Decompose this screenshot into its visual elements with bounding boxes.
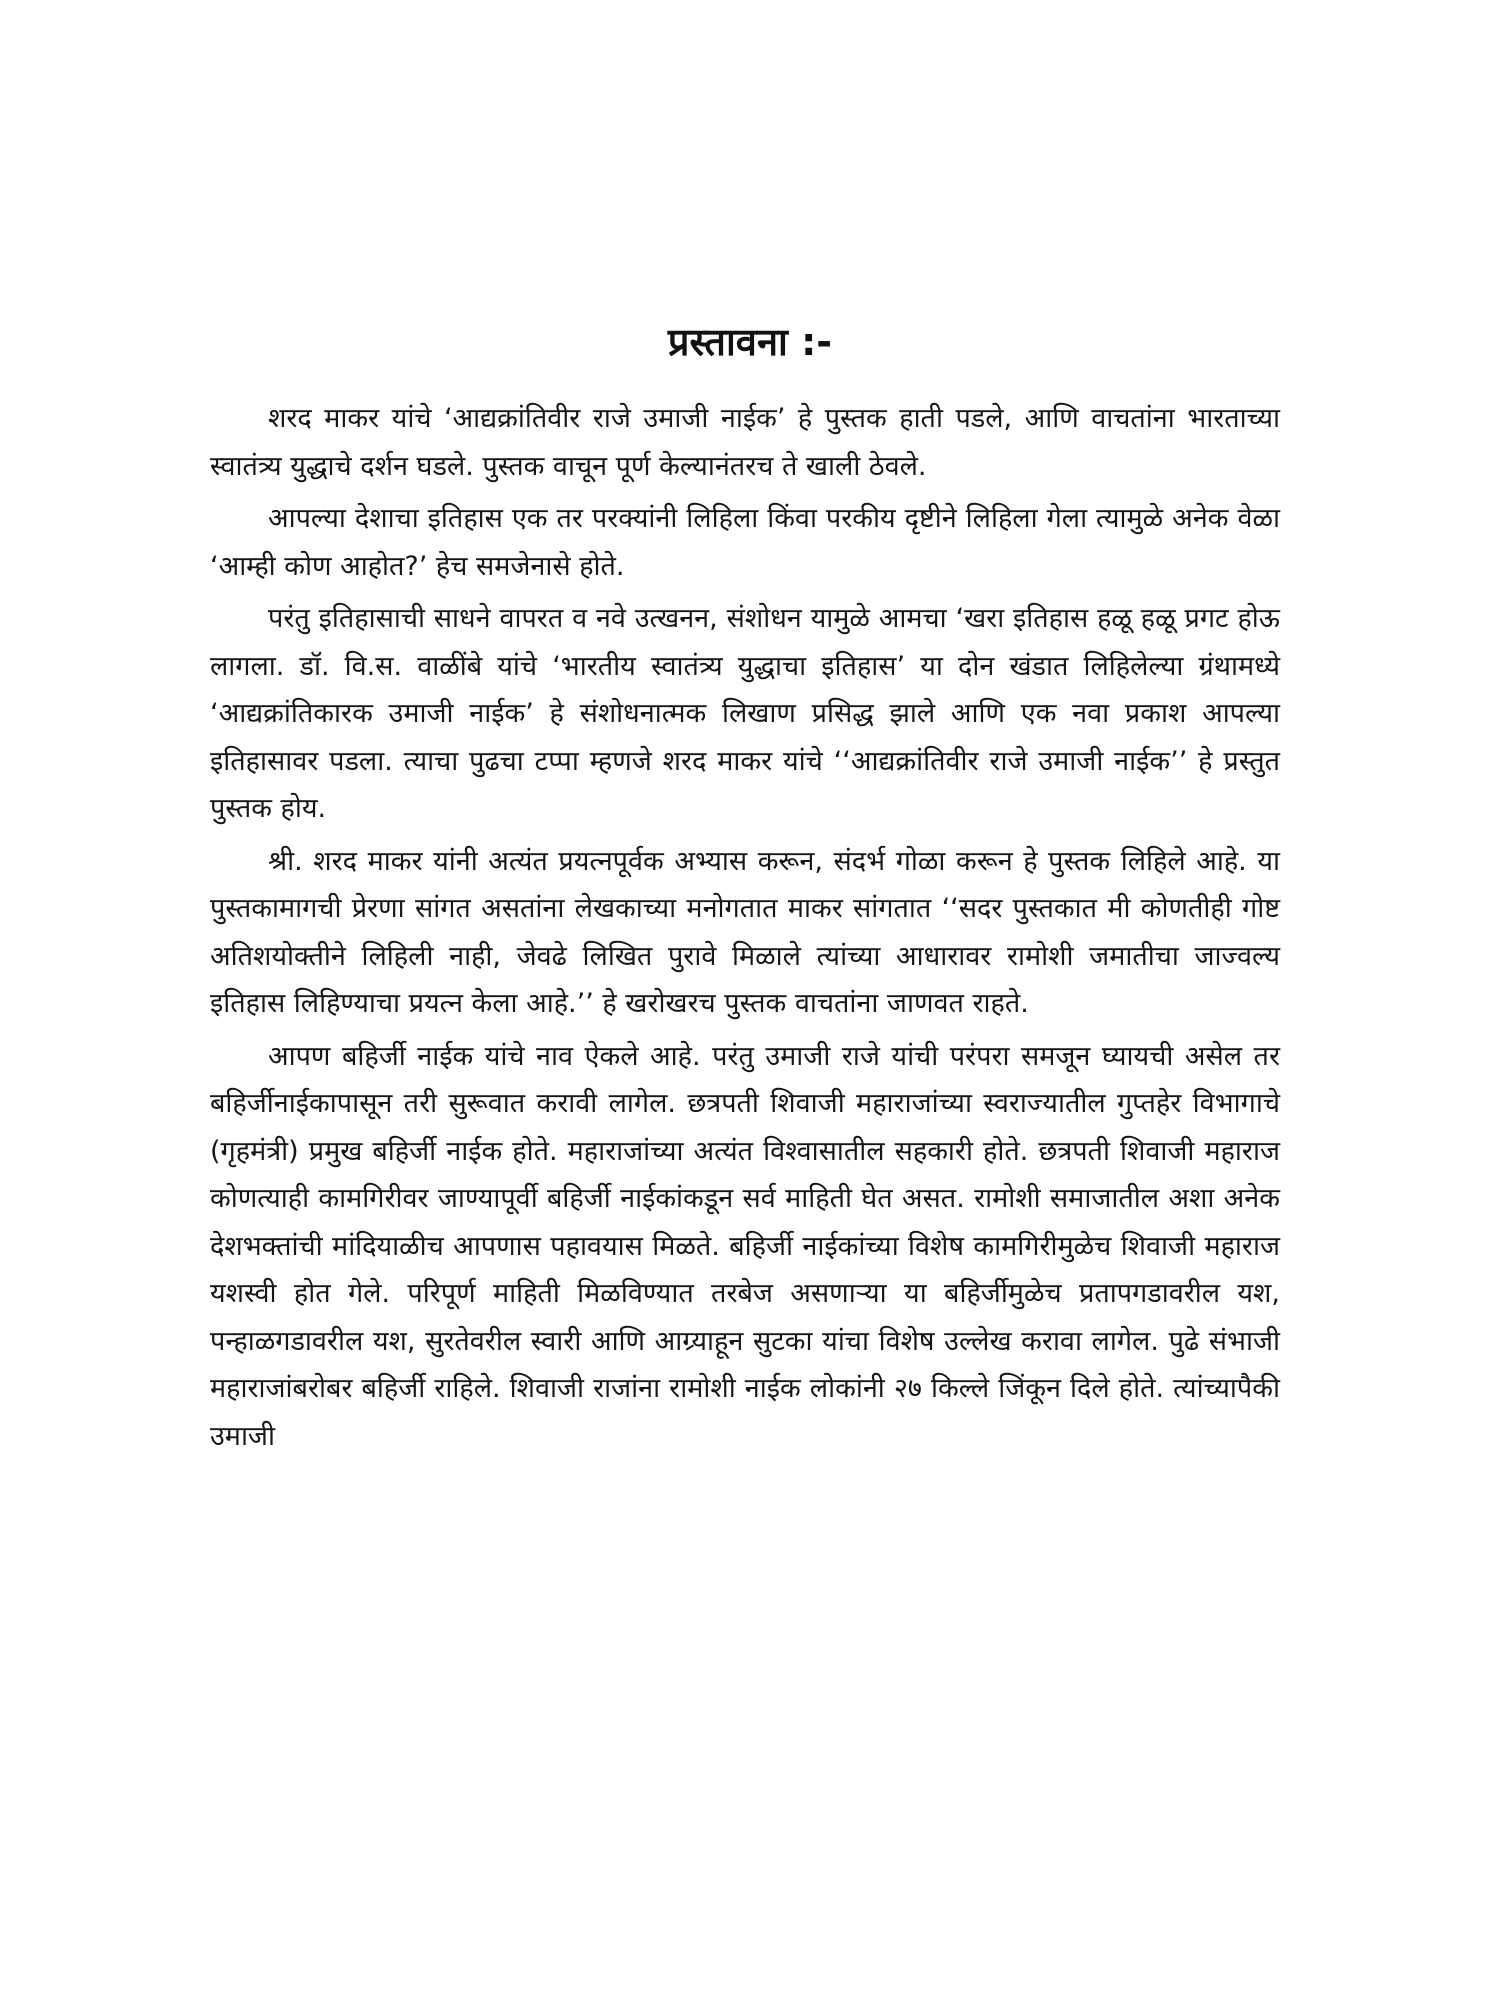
- paragraph-3: परंतु इतिहासाची साधने वापरत व नवे उत्खनन, संशोधन यामुळे आमचा ‘खरा इतिहास हळू हळू प्रगट होऊ लागला. डॉ. वि.स. वाळींबे यांचे ‘भारतीय स्वातंत्र्य युद्धाचा इतिहास’ या दोन खंडात लिहिलेल्या ग्रंथामध्ये ‘आद्यक्रांतिकारक उमाजी नाईक’ हे संशोधनात्मक लिखाण प्रसिद्ध झाले आणि एक नवा प्रकाश आपल्या इतिहासावर पडला. त्याचा पुढचा टप्पा म्हणजे शरद माकर यांचे ‘‘आद्यक्रांतिवीर राजे उमाजी नाईक’’ हे प्रस्तुत पुस्तक होय.: [210, 603, 1280, 824]
- body-text: [210, 395, 1280, 1465]
- paragraph-2: आपल्या देशाचा इतिहास एक तर परक्यांनी लिहिला किंवा परकीय दृष्टीने लिहिला गेला त्यामुळे अनेक वेळा ‘आम्ही कोण आहोत?’ हेच समजेनासे होते.: [210, 503, 1280, 582]
- paragraph-5: आपण बहिर्जी नाईक यांचे नाव ऐकले आहे. परंतु उमाजी राजे यांची परंपरा समजून घ्यायची असेल तर बहिर्जीनाईकापासून तरी सुरूवात करावी लागेल. छत्रपती शिवाजी महाराजांच्या स्वराज्यातील गुप्तहेर विभागाचे (गृहमंत्री) प्रमुख बहिर्जी नाईक होते. महाराजांच्या अत्यंत विश्वासातील सहकारी होते. छत्रपती शिवाजी महाराज कोणत्याही कामगिरीवर जाण्यापूर्वी बहिर्जी नाईकांकडून सर्व माहिती घेत असत. रामोशी समाजातील अशा अनेक देशभक्तांची मांदियाळीच आपणास पहावयास मिळते. बहिर्जी नाईकांच्या विशेष कामगिरीमुळेच शिवाजी महाराज यशस्वी होत गेले. परिपूर्ण माहिती मिळविण्यात तरबेज असणाऱ्या या बहिर्जीमुळेच प्रतापगडावरील यश, पन्हाळगडावरील यश, सुरतेवरील स्वारी आणि आग्र्याहून सुटका यांचा विशेष उल्लेख करावा लागेल. पुढे संभाजी महाराजांबरोबर बहिर्जी राहिले. शिवाजी राजांना रामोशी नाईक लोकांनी २७ किल्ले जिंकून दिले होते. त्यांच्यापैकी उमाजी: [210, 1040, 1280, 1452]
- paragraph-1: शरद माकर यांचे ‘आद्यक्रांतिवीर राजे उमाजी नाईक’ हे पुस्तक हाती पडले, आणि वाचतांना भारताच्या स्वातंत्र्य युद्धाचे दर्शन घडले. पुस्तक वाचून पूर्ण केल्यानंतरच ते खाली ठेवले.: [210, 403, 1280, 482]
- page-title: प्रस्तावना :-: [667, 320, 833, 364]
- paragraph-4: श्री. शरद माकर यांनी अत्यंत प्रयत्नपूर्वक अभ्यास करून, संदर्भ गोळा करून हे पुस्तक लिहिले आहे. या पुस्तकामागची प्रेरणा सांगत असतांना लेखकाच्या मनोगतात माकर सांगतात ‘‘सदर पुस्तकात मी कोणतीही गोष्ट अतिशयोक्तीने लिहिली नाही, जेवढे लिखित पुरावे मिळाले त्यांच्या आधारावर रामोशी जमातीचा जाज्वल्य इतिहास लिहिण्याचा प्रयत्न केला आहे.’’ हे खरोखरच पुस्तक वाचतांना जाणवत राहते.: [210, 845, 1280, 1019]
